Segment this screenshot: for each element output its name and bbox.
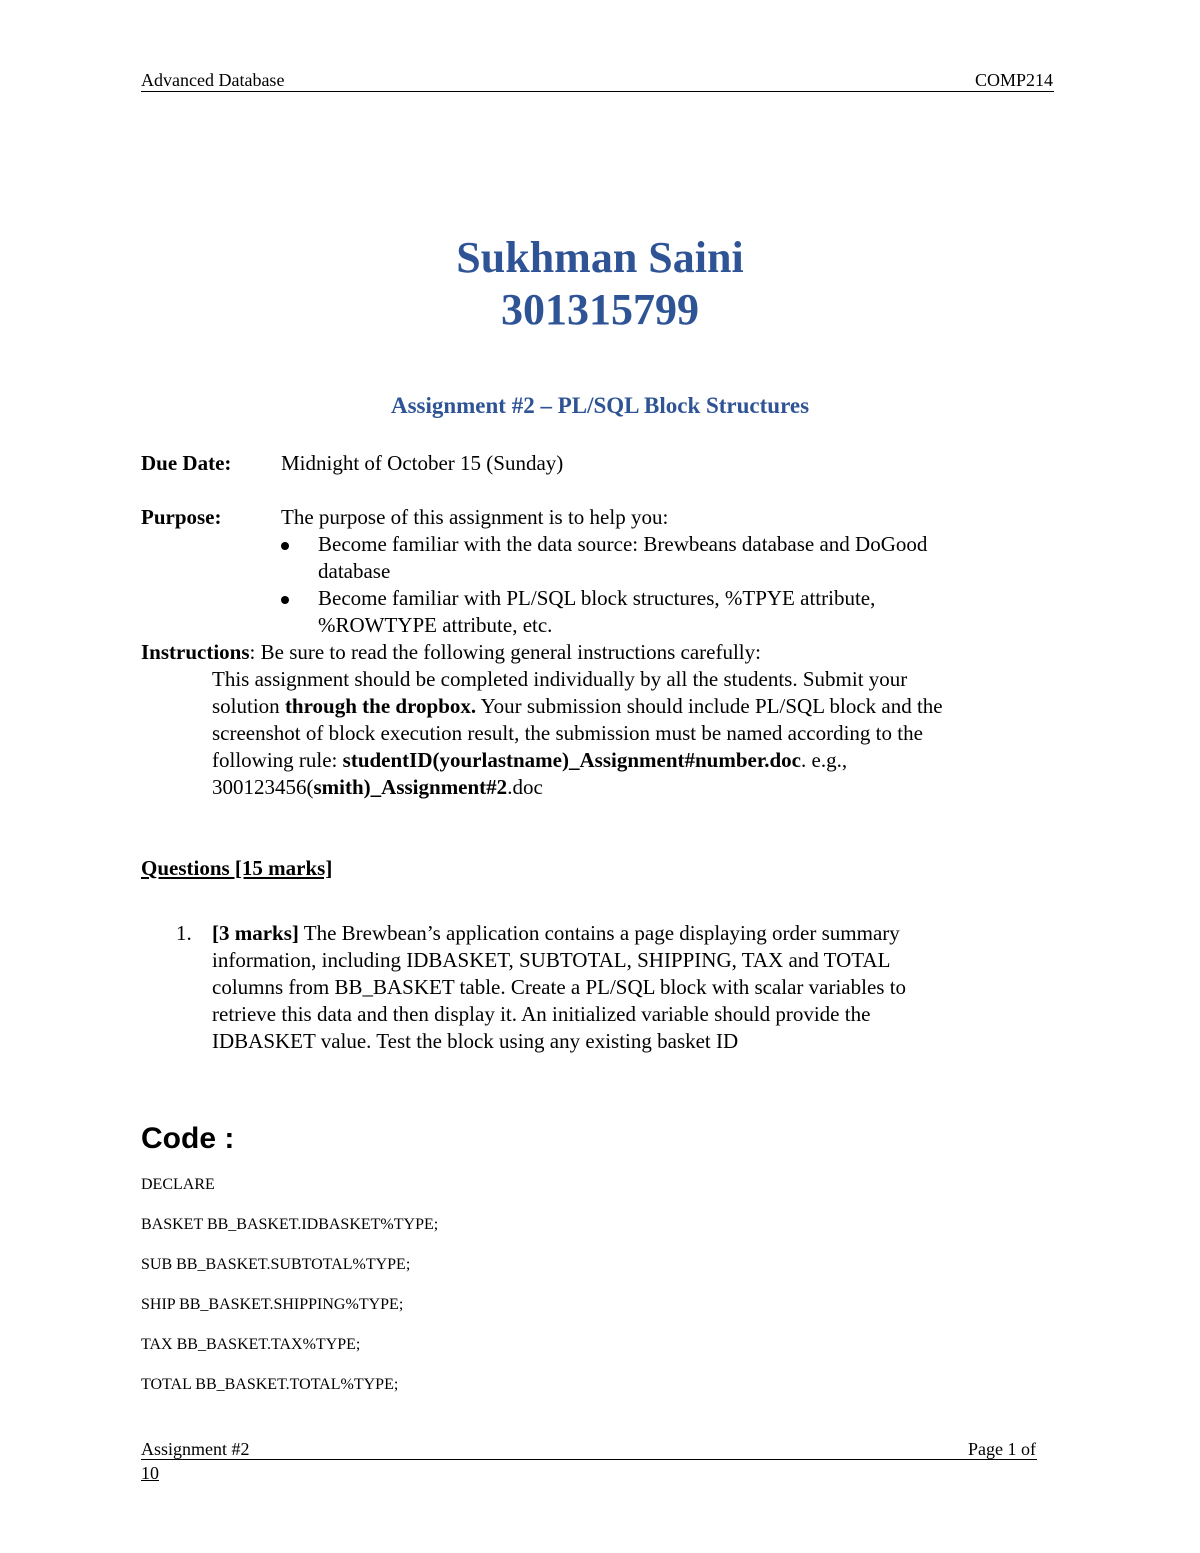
student-id: 301315799 (501, 285, 699, 334)
question-line: IDBASKET value. Test the block using any existing basket ID (212, 1029, 739, 1053)
instructions-paragraph (212, 666, 1052, 801)
header-course-name: Advanced Database (141, 70, 285, 90)
instructions-line: solution through the dropbox. Your submission should include PL/SQL block and the (212, 694, 943, 718)
code-line: SUB BB_BASKET.SUBTOTAL%TYPE; (141, 1256, 411, 1273)
naming-example: smith)_Assignment#2 (313, 775, 508, 799)
purpose-label: Purpose: (141, 505, 222, 529)
code-line: BASKET BB_BASKET.IDBASKET%TYPE; (141, 1216, 439, 1233)
code-line: TOTAL BB_BASKET.TOTAL%TYPE; (141, 1376, 399, 1393)
instructions-line: 300123456(smith)_Assignment#2.doc (212, 775, 543, 799)
footer-assignment: Assignment #2 (141, 1439, 250, 1459)
instructions-line: This assignment should be completed individually by all the students. Submit your (212, 667, 908, 691)
question-line: information, including IDBASKET, SUBTOTAL, SHIPPING, TAX and TOTAL (212, 948, 891, 972)
naming-rule: studentID(yourlastname)_Assignment#number.doc (342, 748, 801, 772)
footer-page: Page 1 of (968, 1439, 1036, 1459)
bullet-icon (281, 596, 289, 604)
bullet-line: Become familiar with the data source: Brewbeans database and DoGood (318, 532, 928, 556)
bullet-line: database (318, 559, 391, 583)
code-heading: Code : (141, 1122, 235, 1155)
dropbox-emphasis: through the dropbox. (284, 694, 477, 718)
question-marks: [3 marks] (212, 921, 299, 945)
instructions-line: screenshot of block execution result, the submission must be named according to the (212, 721, 923, 745)
question-number: 1. (176, 921, 192, 945)
bullet-line: %ROWTYPE attribute, etc. (318, 613, 553, 637)
student-name: Sukhman Saini (456, 233, 744, 282)
code-line: TAX BB_BASKET.TAX%TYPE; (141, 1336, 361, 1353)
instructions-intro: : Be sure to read the following general instructions carefully: (249, 640, 761, 664)
footer-rule (141, 1459, 1037, 1460)
question-line: retrieve this data and then display it. An initialized variable should provide the (212, 1002, 871, 1026)
header-course-code: COMP214 (974, 70, 1053, 90)
question-line: columns from BB_BASKET table. Create a PL/SQL block with scalar variables to (212, 975, 907, 999)
questions-heading: Questions [15 marks] (141, 856, 333, 880)
question-line: [3 marks] The Brewbean’s application contains a page displaying order summary (212, 921, 900, 945)
code-line: DECLARE (141, 1176, 215, 1193)
bullet-icon (281, 542, 289, 550)
instructions-line: following rule: studentID(yourlastname)_Assignment#number.doc. e.g., (212, 748, 848, 772)
header-rule (141, 91, 1054, 92)
purpose-intro: The purpose of this assignment is to help you: (281, 505, 669, 529)
instructions-heading (141, 639, 761, 666)
question-1-text (212, 920, 1012, 1055)
instructions-label: Instructions (141, 640, 250, 664)
code-line: SHIP BB_BASKET.SHIPPING%TYPE; (141, 1296, 404, 1313)
due-date-value: Midnight of October 15 (Sunday) (281, 451, 564, 475)
footer-page-count: 10 (141, 1463, 159, 1483)
assignment-title: Assignment #2 – PL/SQL Block Structures (390, 393, 810, 418)
bullet-line: Become familiar with PL/SQL block structures, %TPYE attribute, (318, 586, 876, 610)
due-date-label: Due Date: (141, 451, 232, 475)
